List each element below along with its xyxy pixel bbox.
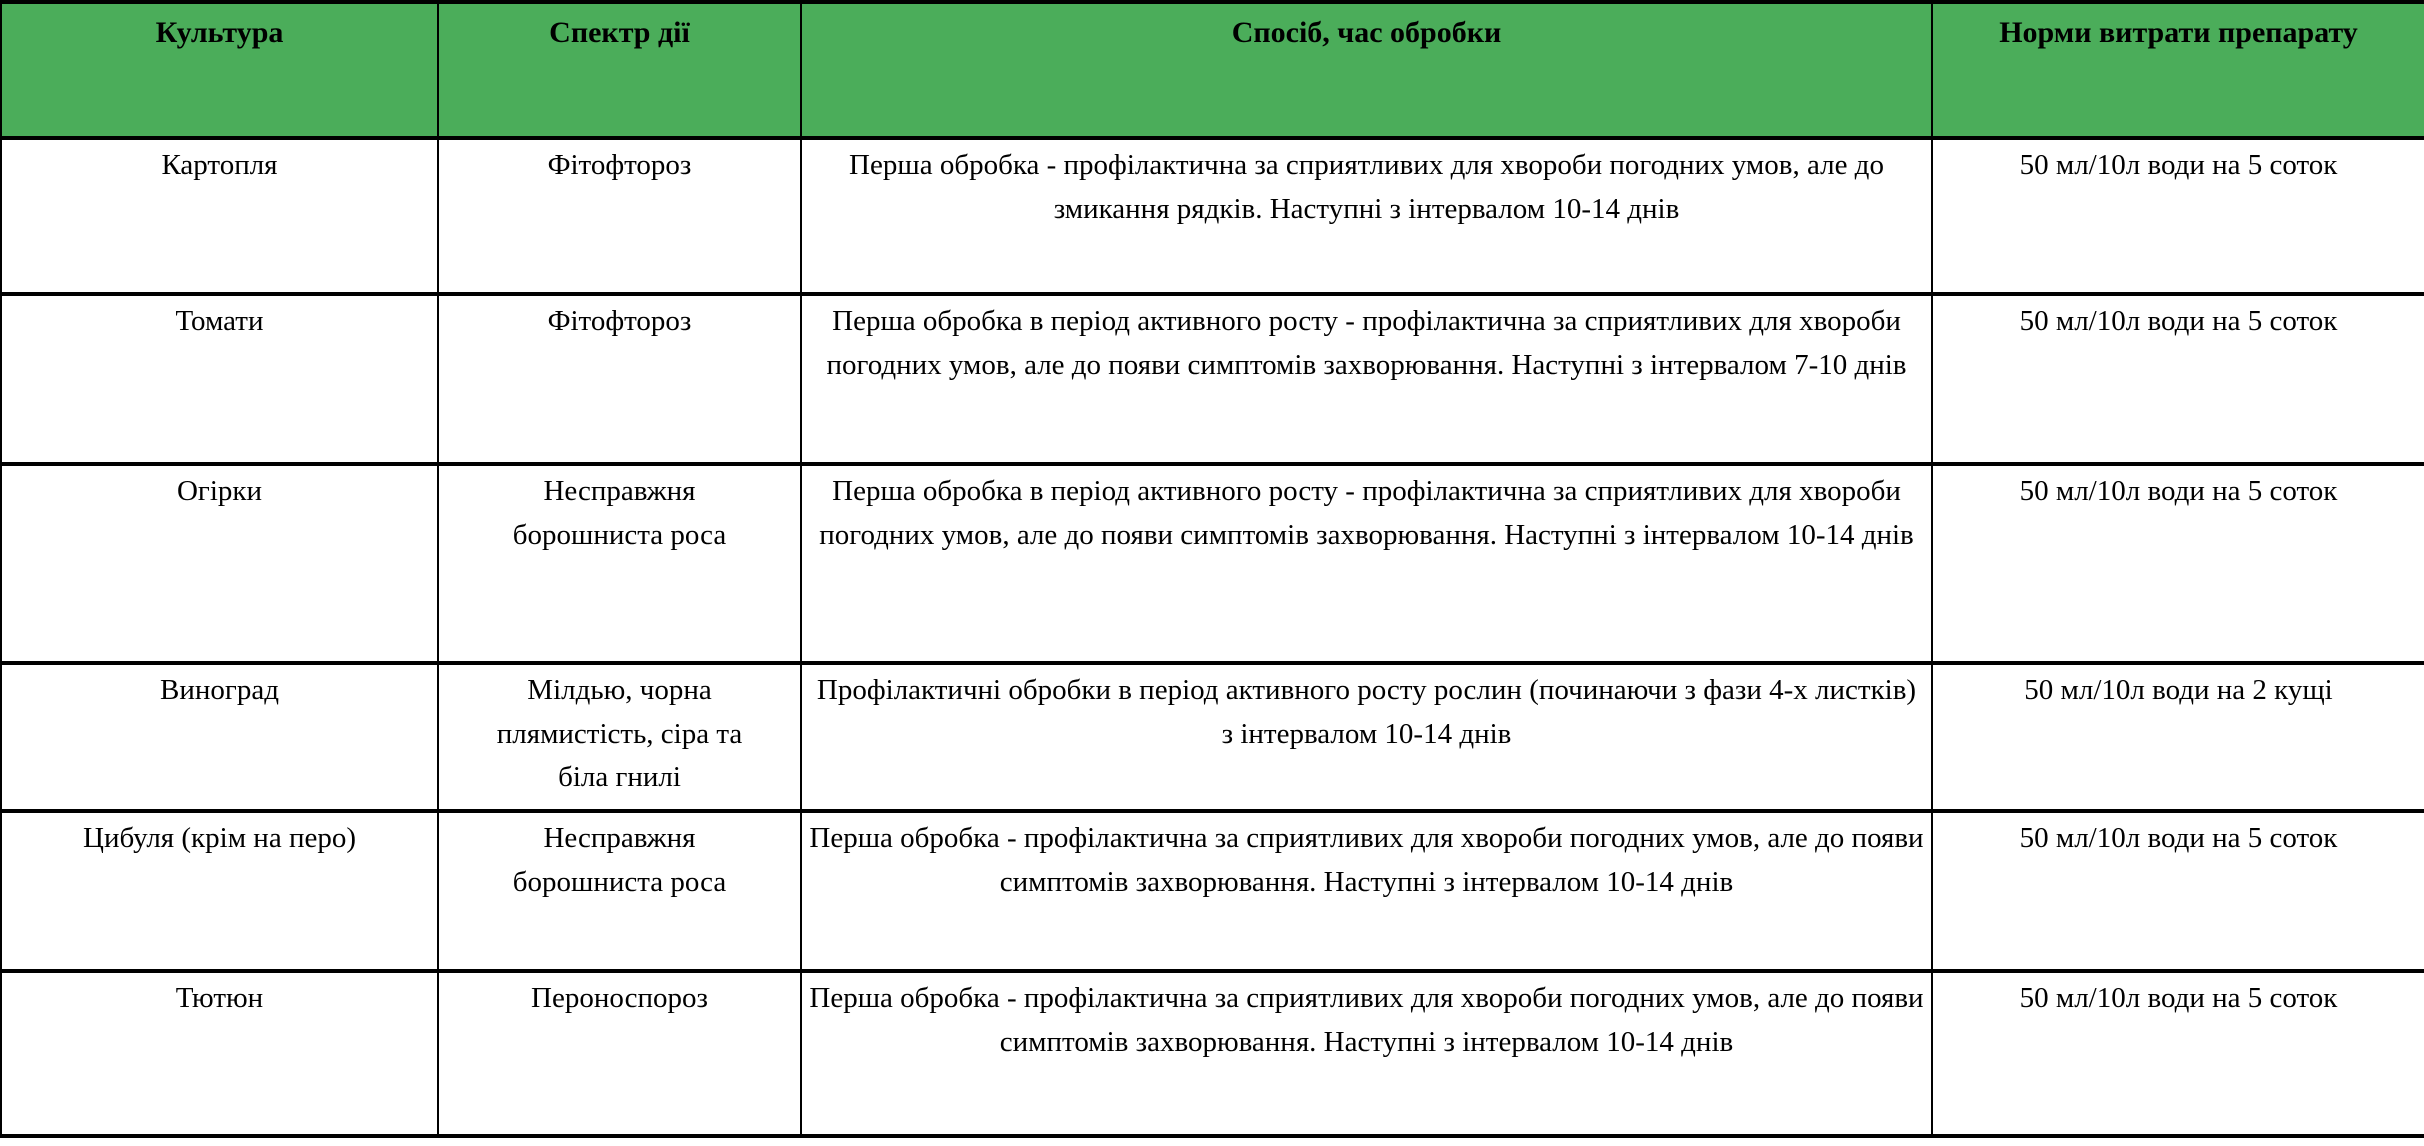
table-header-row (1, 2, 2424, 138)
cell-rate: 50 мл/10л води на 5 соток (1932, 138, 2424, 294)
table-row (1, 663, 2424, 811)
cell-culture: Тютюн (1, 971, 438, 1136)
cell-method: Перша обробка - профілактична за сприятливих для хвороби погодних умов, але до появи симптомів захворювання. Наступні з інтервалом 10-14 днів (801, 811, 1932, 971)
cell-culture: Виноград (1, 663, 438, 811)
header-method: Спосіб, час обробки (801, 2, 1932, 138)
cell-method: Перша обробка - профілактична за сприятливих для хвороби погодних умов, але до появи симптомів захворювання. Наступні з інтервалом 10-14 днів (801, 971, 1932, 1136)
cell-rate: 50 мл/10л води на 5 соток (1932, 294, 2424, 464)
cell-spectrum: Пероноспороз (438, 971, 801, 1136)
cell-spectrum: Несправжня борошниста роса (438, 464, 801, 663)
table-row (1, 138, 2424, 294)
cell-method: Перша обробка - профілактична за сприятливих для хвороби погодних умов, але до змикання рядків. Наступні з інтервалом 10-14 днів (801, 138, 1932, 294)
cell-culture: Цибуля (крім на перо) (1, 811, 438, 971)
cell-spectrum: Несправжня борошниста роса (438, 811, 801, 971)
header-culture: Культура (1, 2, 438, 138)
table-row (1, 294, 2424, 464)
cell-method: Перша обробка в період активного росту - профілактична за сприятливих для хвороби погодних умов, але до появи симптомів захворювання. Наступні з інтервалом 10-14 днів (801, 464, 1932, 663)
cell-rate: 50 мл/10л води на 5 соток (1932, 971, 2424, 1136)
cell-spectrum: Фітофтороз (438, 294, 801, 464)
cell-culture: Томати (1, 294, 438, 464)
cell-culture: Огірки (1, 464, 438, 663)
header-spectrum: Спектр дії (438, 2, 801, 138)
cell-culture: Картопля (1, 138, 438, 294)
header-rate: Норми витрати препарату (1932, 2, 2424, 138)
cell-method: Профілактичні обробки в період активного росту рослин (починаючи з фази 4-х листків) з інтервалом 10-14 днів (801, 663, 1932, 811)
table-row (1, 464, 2424, 663)
table-row (1, 971, 2424, 1136)
cell-spectrum: Мілдью, чорна плямистість, сіра та біла гнилі (438, 663, 801, 811)
cell-rate: 50 мл/10л води на 5 соток (1932, 464, 2424, 663)
cell-rate: 50 мл/10л води на 2 кущі (1932, 663, 2424, 811)
table-row (1, 811, 2424, 971)
cell-spectrum: Фітофтороз (438, 138, 801, 294)
cell-method: Перша обробка в період активного росту - профілактична за сприятливих для хвороби погодних умов, але до появи симптомів захворювання. Наступні з інтервалом 7-10 днів (801, 294, 1932, 464)
cell-rate: 50 мл/10л води на 5 соток (1932, 811, 2424, 971)
